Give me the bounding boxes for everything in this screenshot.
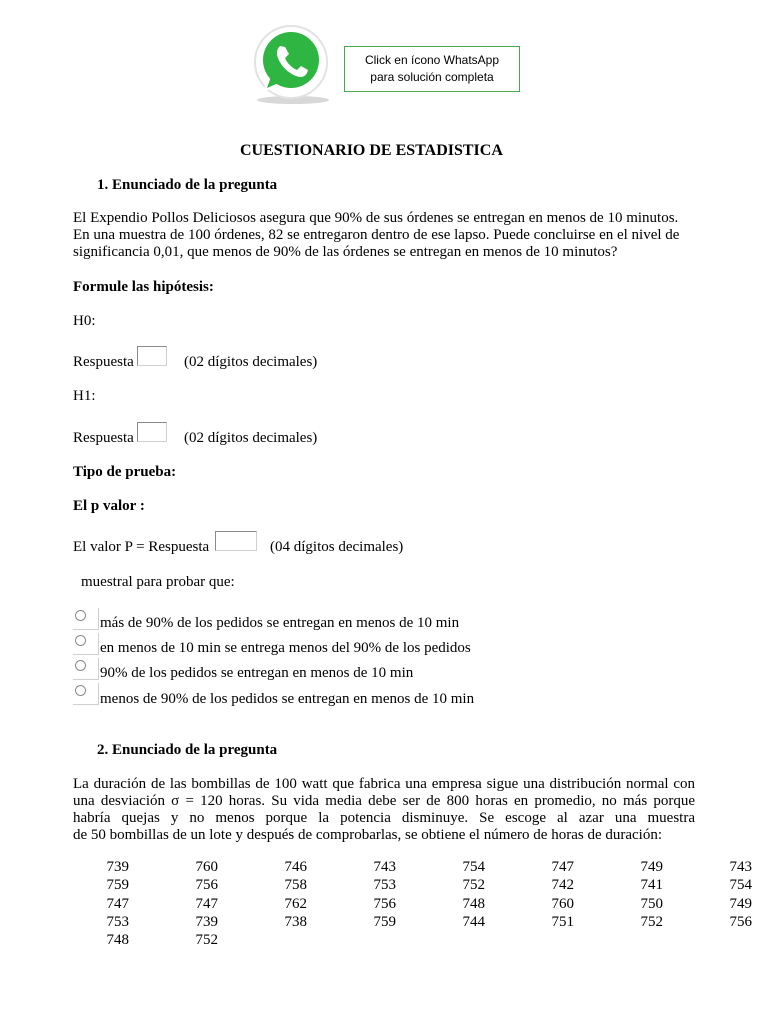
- table-cell: 748: [106, 932, 129, 948]
- table-cell: 759: [373, 914, 396, 930]
- table-cell: 754: [462, 859, 485, 875]
- table-cell: 742: [551, 877, 574, 893]
- option-label: 90% de los pedidos se entregan en menos de 10 min: [100, 665, 414, 681]
- radio-button[interactable]: [75, 685, 86, 696]
- table-cell: 756: [729, 914, 752, 930]
- table-cell: 758: [284, 877, 307, 893]
- cta-line-2: para solución completa: [370, 70, 494, 84]
- table-cell: 739: [106, 859, 129, 875]
- table-cell: 743: [729, 859, 752, 875]
- table-cell: 750: [640, 896, 663, 912]
- p-value-label: El p valor :: [73, 498, 145, 514]
- table-cell: 738: [284, 914, 307, 930]
- radio-button[interactable]: [75, 610, 86, 621]
- p-value-answer-label: El valor P = Respuesta: [73, 539, 210, 555]
- hypotheses-label: Formule las hipótesis:: [73, 279, 214, 295]
- table-cell: 748: [462, 896, 485, 912]
- option-label: más de 90% de los pedidos se entregan en menos de 10 min: [100, 615, 460, 631]
- q2-statement-line: de 50 bombillas de un lote y después de comprobarlas, se obtiene el número de horas de duración:: [73, 827, 662, 843]
- table-cell: 746: [284, 859, 307, 875]
- option-label: en menos de 10 min se entrega menos del 90% de los pedidos: [100, 640, 471, 656]
- h0-label: H0:: [73, 313, 96, 329]
- table-cell: 751: [551, 914, 574, 930]
- h0-decimals-note: (02 dígitos decimales): [184, 354, 318, 370]
- table-cell: 743: [373, 859, 396, 875]
- h1-label: H1:: [73, 388, 96, 404]
- p-value-decimals-note: (04 dígitos decimales): [270, 539, 404, 555]
- h0-answer-input[interactable]: [137, 346, 167, 366]
- h1-answer-label: Respuesta: [73, 430, 134, 446]
- table-cell: 752: [195, 932, 218, 948]
- q1-statement-line: significancia 0,01, que menos de 90% de las órdenes se entregan en menos de 10 minutos?: [73, 244, 618, 260]
- table-cell: 744: [462, 914, 485, 930]
- option-radio-frame[interactable]: [73, 633, 99, 655]
- q2-statement-line: habría quejas y no menos porque la potencia disminuye. Se escoge al azar una muestra: [73, 810, 695, 826]
- table-cell: 741: [640, 877, 663, 893]
- whatsapp-icon[interactable]: [243, 22, 335, 106]
- q1-heading: 1. Enunciado de la pregunta: [97, 177, 278, 193]
- table-cell: 747: [551, 859, 574, 875]
- table-cell: 760: [195, 859, 218, 875]
- test-type-label: Tipo de prueba:: [73, 464, 177, 480]
- table-cell: 756: [195, 877, 218, 893]
- q1-statement-line: El Expendio Pollos Deliciosos asegura que 90% de sus órdenes se entregan en menos de 10 minutos.: [73, 210, 679, 226]
- radio-button[interactable]: [75, 635, 86, 646]
- whatsapp-cta-box[interactable]: [344, 46, 520, 92]
- table-cell: 756: [373, 896, 396, 912]
- table-cell: 749: [640, 859, 663, 875]
- radio-button[interactable]: [75, 660, 86, 671]
- q2-statement-line: La duración de las bombillas de 100 watt que fabrica una empresa sigue una distribución normal con: [73, 776, 695, 792]
- q2-heading: 2. Enunciado de la pregunta: [97, 742, 278, 758]
- table-cell: 754: [729, 877, 752, 893]
- table-cell: 747: [195, 896, 218, 912]
- table-cell: 753: [106, 914, 129, 930]
- table-cell: 752: [462, 877, 485, 893]
- option-radio-frame[interactable]: [73, 683, 99, 705]
- option-radio-frame[interactable]: [73, 608, 99, 630]
- option-radio-frame[interactable]: [73, 658, 99, 680]
- table-cell: 747: [106, 896, 129, 912]
- h1-decimals-note: (02 dígitos decimales): [184, 430, 318, 446]
- table-cell: 759: [106, 877, 129, 893]
- table-cell: 753: [373, 877, 396, 893]
- table-cell: 749: [729, 896, 752, 912]
- page-title: CUESTIONARIO DE ESTADISTICA: [240, 142, 503, 159]
- table-cell: 760: [551, 896, 574, 912]
- q1-statement-line: En una muestra de 100 órdenes, 82 se entregaron dentro de ese lapso. Puede concluirse en el nivel de: [73, 227, 680, 243]
- h0-answer-label: Respuesta: [73, 354, 134, 370]
- q2-statement: [73, 776, 695, 844]
- table-cell: 739: [195, 914, 218, 930]
- q2-statement-line: una desviación σ = 120 horas. Su vida media debe ser de 800 horas en promedio, no más porque: [73, 793, 695, 809]
- sample-prompt: muestral para probar que:: [81, 574, 235, 590]
- h1-answer-input[interactable]: [137, 422, 167, 442]
- table-cell: 762: [284, 896, 307, 912]
- cta-line-1: Click en ícono WhatsApp: [364, 53, 500, 67]
- option-label: menos de 90% de los pedidos se entregan en menos de 10 min: [100, 691, 475, 707]
- table-cell: 752: [640, 914, 663, 930]
- p-value-answer-input[interactable]: [215, 531, 257, 551]
- q1-statement: [73, 210, 695, 261]
